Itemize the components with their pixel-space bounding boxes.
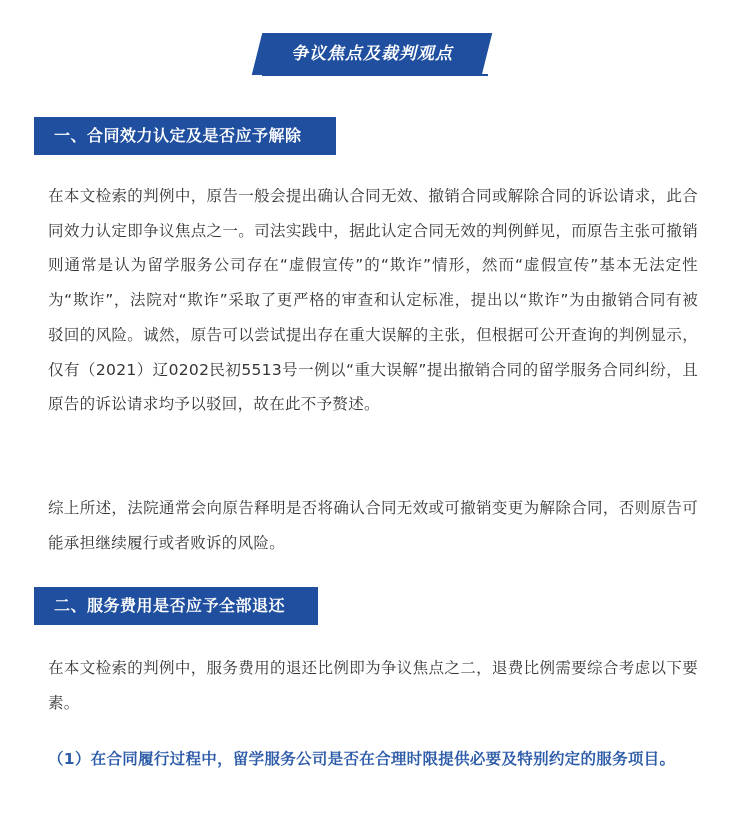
section-1-paragraph-2: 综上所述，法院通常会向原告释明是否将确认合同无效或可撤销变更为解除合同，否则原告可能承担继续履行或者败诉的风险。 xyxy=(48,499,698,552)
banner-underline xyxy=(262,74,488,76)
banner-title: 争议焦点及裁判观点 xyxy=(291,44,453,64)
section-2-paragraph-1: 在本文检索的判例中，服务费用的退还比例即为争议焦点之二，退费比例需要综合考虑以下要素。 xyxy=(48,659,698,712)
section-1-paragraph-1: 在本文检索的判例中，原告一般会提出确认合同无效、撤销合同或解除合同的诉讼请求，此合同效力认定即争议焦点之一。司法实践中，据此认定合同无效的判例鲜见，而原告主张可撤销则通常是认为留学服务公司存在“虚假宣传”的“欺诈”情形，然而“虚假宣传”基本无法定性为“欺诈”，法院对“欺诈”采取了更严格的审查和认定标准，提出以“欺诈”为由撤销合同有被驳回的风险。诚然，原告可以尝试提出存在重大误解的主张，但根据可公开查询的判例显示，仅有（2021）辽0202民初5513号一例以“重大误解”提出撤销合同的留学服务合同纠纷，且原告的诉讼请求均予以驳回，故在此不予赘述。 xyxy=(48,187,698,414)
section-2-highlight-point: （1）在合同履行过程中，留学服务公司是否在合理时限提供必要及特别约定的服务项目。 xyxy=(48,750,676,768)
title-banner xyxy=(0,34,730,80)
section-heading-2: 二、服务费用是否应予全部退还 xyxy=(34,587,318,625)
section-heading-1: 一、合同效力认定及是否应予解除 xyxy=(34,117,336,155)
